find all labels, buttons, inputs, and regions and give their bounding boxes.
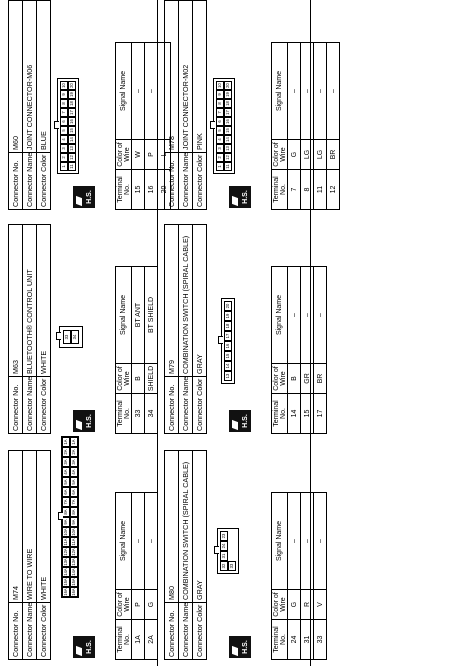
connector-color-value: GRAY [193, 225, 207, 377]
label-connector-color: Connector Color [193, 153, 207, 210]
connector-panel-m79 [164, 224, 327, 434]
connector-panel-m63 [8, 224, 158, 434]
connector-color-value: GRAY [193, 451, 207, 603]
signal-name-cell: BT ANT [132, 267, 145, 364]
label-connector-color: Connector Color [37, 377, 51, 434]
hs-label: H.S. [86, 640, 93, 654]
connector-pin: 11 [224, 162, 232, 171]
connector-panel-m74 [8, 439, 158, 660]
label-connector-color: Connector Color [37, 153, 51, 210]
label-connector-no: Connector No. [9, 603, 23, 660]
connector-pin: 20 [224, 301, 232, 311]
header-terminal-no: Terminal No. [116, 394, 132, 434]
connector-pin: 12 [68, 153, 76, 162]
connector-pin: 16 [68, 117, 76, 126]
connector-pin: 6A [62, 487, 70, 497]
connector-pin: 6 [216, 117, 224, 126]
header-signal-name: Signal Name [272, 493, 288, 590]
connector-face-diagram [57, 78, 79, 174]
connector-pin: 2 [60, 153, 68, 162]
connector-pin: 12A [71, 548, 76, 556]
label-connector-color: Connector Color [193, 603, 207, 660]
wire-color-cell: GR [301, 364, 314, 394]
header-terminal-no: Terminal No. [116, 170, 132, 210]
hs-icon [73, 636, 95, 658]
header-terminal-no: Terminal No. [116, 620, 132, 660]
label-connector-name: Connector Name [23, 603, 37, 660]
header-signal-name: Signal Name [272, 267, 288, 364]
connector-pin-row [60, 81, 68, 171]
terminal-table [115, 492, 158, 660]
connector-pin: 18 [224, 99, 232, 108]
connector-no-value: M80 [165, 451, 179, 603]
connector-pin: 10 [60, 81, 68, 90]
signal-name-cell: – [288, 43, 301, 140]
connector-pin: 13 [224, 144, 232, 153]
connector-pin: 10A [63, 528, 68, 536]
terminal-row [145, 43, 158, 210]
terminal-row [132, 267, 145, 434]
connector-lock-tab [54, 121, 59, 129]
connector-pin: 2A [70, 447, 78, 457]
connector-pin: 7A [62, 497, 70, 507]
wire-color-cell: G [145, 590, 158, 620]
wire-color-cell: B [132, 364, 145, 394]
signal-name-cell: – [288, 267, 301, 364]
connector-pin: 15 [224, 351, 232, 361]
connector-name-value: WIRE TO WIRE [23, 451, 37, 603]
connector-lock-tab [218, 336, 223, 344]
connector-pin: 13A [63, 558, 68, 566]
wire-color-cell: G [288, 590, 301, 620]
header-color-of-wire: Color of Wire [272, 364, 288, 394]
connector-pin: 19 [224, 311, 232, 321]
wire-color-cell: BR [314, 364, 327, 394]
header-signal-name: Signal Name [116, 267, 132, 364]
connector-pin: 8 [60, 99, 68, 108]
connector-pin-row [68, 81, 76, 171]
hs-icon [73, 186, 95, 208]
connector-pin: 7 [216, 108, 224, 117]
connector-no-value: M63 [9, 225, 23, 377]
connector-pin: 34 [71, 330, 79, 344]
hs-label: H.S. [242, 414, 249, 428]
connector-pin-row [70, 437, 78, 597]
header-signal-name: Signal Name [116, 43, 132, 140]
terminal-row [132, 493, 145, 660]
connector-pin: 1 [60, 162, 68, 171]
connector-pin: 2 [216, 153, 224, 162]
connector-diagram-area [51, 0, 115, 210]
connector-pin: 9A [70, 517, 78, 527]
connector-panel-m80 [164, 450, 327, 660]
connector-pin: 7 [60, 108, 68, 117]
terminal-no-cell: 7 [288, 170, 301, 210]
connector-face-diagram [61, 436, 79, 598]
connector-name-value: BLUETOOTH® CONTROL UNIT [23, 225, 37, 377]
terminal-no-cell: 2A [145, 620, 158, 660]
connector-name-value: COMBINATION SWITCH (SPIRAL CABLE) [179, 451, 193, 603]
connector-diagram-area [207, 450, 271, 660]
connector-lock-tab [214, 546, 219, 554]
wire-color-cell: G [288, 140, 301, 170]
connector-pin: 18 [224, 321, 232, 331]
signal-name-cell: BT SHIELD [145, 267, 158, 364]
connector-pin: 3 [60, 144, 68, 153]
terminal-no-cell: 33 [314, 620, 327, 660]
connector-diagram-area [51, 439, 115, 660]
connector-pin: 14A [71, 568, 76, 576]
connector-pin: 3 [216, 144, 224, 153]
connector-pin: 6 [60, 117, 68, 126]
connector-diagram-area [207, 224, 271, 434]
connector-name-value: JOINT CONNECTOR-M06 [23, 1, 37, 153]
label-connector-no: Connector No. [165, 603, 179, 660]
connector-pin-row [216, 81, 224, 171]
connector-pin: 20 [224, 81, 232, 90]
wire-color-cell: L [158, 140, 171, 170]
connector-pin: 11 [68, 162, 76, 171]
terminal-row [314, 43, 327, 210]
connector-pin: 15A [71, 578, 76, 586]
terminal-row [301, 493, 314, 660]
connector-pin: 3A [70, 457, 78, 467]
connector-pin: 14 [224, 135, 232, 144]
connector-pin-row [224, 81, 232, 171]
connector-pin: 4A [70, 467, 78, 477]
connector-pin: 11A [71, 538, 76, 546]
connector-pin-row [228, 531, 236, 571]
terminal-no-cell: 34 [145, 394, 158, 434]
connector-lock-tab [56, 332, 61, 340]
connector-pin: 5A [62, 477, 70, 487]
signal-name-cell: – [301, 43, 314, 140]
terminal-no-cell: 14 [288, 394, 301, 434]
connector-pin: 1A [70, 437, 78, 447]
wire-color-cell: BR [327, 140, 340, 170]
wire-color-cell: B [288, 364, 301, 394]
wire-color-cell: LG [314, 140, 327, 170]
connector-lock-tab [58, 512, 63, 520]
connector-pin: 16 [224, 117, 232, 126]
connector-lock-tab [210, 121, 215, 129]
connector-pin: 9 [216, 90, 224, 99]
terminal-no-cell: 16 [145, 170, 158, 210]
connector-panel-m60 [8, 0, 171, 210]
wire-color-cell: P [132, 590, 145, 620]
label-connector-no: Connector No. [165, 153, 179, 210]
label-connector-no: Connector No. [165, 377, 179, 434]
signal-name-cell: – [314, 267, 327, 364]
header-color-of-wire: Color of Wire [272, 140, 288, 170]
terminal-table [115, 266, 158, 434]
connector-pin-row [63, 330, 71, 344]
signal-name-cell: – [145, 43, 158, 140]
terminal-table [271, 492, 327, 660]
label-connector-no: Connector No. [9, 377, 23, 434]
signal-name-cell: – [314, 493, 327, 590]
connector-pin: 12A [63, 548, 68, 556]
terminal-row [288, 493, 301, 660]
connector-pin: 23 [220, 531, 228, 541]
connector-pin: 5A [70, 477, 78, 487]
connector-info-table [164, 0, 207, 210]
hs-icon [229, 186, 251, 208]
hs-icon [229, 410, 251, 432]
header-terminal-no: Terminal No. [272, 170, 288, 210]
connector-pin: 20 [68, 81, 76, 90]
connector-pin: 16 [224, 341, 232, 351]
connector-pin: 14A [63, 568, 68, 576]
terminal-row [288, 43, 301, 210]
connector-pin: 9A [62, 517, 70, 527]
connector-pin: 16A [71, 588, 76, 596]
connector-info-table [164, 450, 207, 660]
connector-pin: 19 [68, 90, 76, 99]
connector-info-table [8, 0, 51, 210]
terminal-no-cell: 15 [301, 394, 314, 434]
connector-pin: 9 [60, 90, 68, 99]
connector-pin: 4 [60, 135, 68, 144]
connector-pin: 17 [224, 331, 232, 341]
connector-pin: 13 [68, 144, 76, 153]
wire-color-cell: R [301, 590, 314, 620]
connector-no-value: M78 [165, 1, 179, 153]
terminal-row [314, 493, 327, 660]
connector-pin: 5 [60, 126, 68, 135]
wire-color-cell: V [314, 590, 327, 620]
connector-pin: 1A [62, 437, 70, 447]
terminal-row [145, 267, 158, 434]
header-terminal-no: Terminal No. [272, 394, 288, 434]
connector-pin: 15 [224, 126, 232, 135]
connector-no-value: M74 [9, 451, 23, 603]
connector-pin: 17 [68, 108, 76, 117]
signal-name-cell: – [327, 43, 340, 140]
connector-pin: 7A [70, 497, 78, 507]
connector-no-value: M60 [9, 1, 23, 153]
connector-color-value: BLUE [37, 1, 51, 153]
hs-icon [73, 410, 95, 432]
connector-pin: 13 [224, 371, 232, 381]
terminal-table [271, 42, 340, 210]
terminal-no-cell: 33 [132, 394, 145, 434]
header-terminal-no: Terminal No. [272, 620, 288, 660]
label-connector-color: Connector Color [37, 603, 51, 660]
header-signal-name: Signal Name [272, 43, 288, 140]
connector-panel-m78 [164, 0, 340, 210]
connector-pin: 2A [62, 447, 70, 457]
terminal-row [288, 267, 301, 434]
connector-info-table [8, 450, 51, 660]
connector-name-value: JOINT CONNECTOR-M02 [179, 1, 193, 153]
hs-label: H.S. [242, 190, 249, 204]
connector-color-value: WHITE [37, 451, 51, 603]
connector-pin: 10 [216, 81, 224, 90]
connector-pin: 4 [216, 135, 224, 144]
connector-name-value: COMBINATION SWITCH (SPIRAL CABLE) [179, 225, 193, 377]
header-color-of-wire: Color of Wire [272, 590, 288, 620]
connector-pin: 12 [224, 153, 232, 162]
connector-pin: 10A [71, 528, 76, 536]
terminal-table [271, 266, 327, 434]
wire-color-cell: P [145, 140, 158, 170]
connector-pin: 17 [224, 108, 232, 117]
connector-pin: 16A [63, 588, 68, 596]
terminal-row [301, 43, 314, 210]
connector-pin-row [220, 531, 228, 571]
connector-no-value: M79 [165, 225, 179, 377]
connector-pin-row [62, 437, 70, 597]
connector-color-value: PINK [193, 1, 207, 153]
connector-pin: 13A [71, 558, 76, 566]
connector-pin: 11A [63, 538, 68, 546]
label-connector-color: Connector Color [193, 377, 207, 434]
label-connector-name: Connector Name [179, 153, 193, 210]
connector-face-diagram [217, 528, 239, 574]
signal-name-cell: – [301, 493, 314, 590]
signal-name-cell: – [288, 493, 301, 590]
connector-info-table [8, 224, 51, 434]
signal-name-cell: – [132, 493, 145, 590]
signal-name-cell: – [132, 43, 145, 140]
connector-pin: 32 [220, 561, 228, 571]
connector-pin: 33 [63, 330, 71, 344]
connector-pin: 19 [224, 90, 232, 99]
connector-face-diagram [59, 326, 83, 348]
connector-pin: 8A [62, 507, 70, 517]
connector-pin: 5 [216, 126, 224, 135]
signal-name-cell: – [145, 493, 158, 590]
terminal-no-cell: 15 [132, 170, 145, 210]
connector-diagram-area [51, 224, 115, 434]
terminal-no-cell: 8 [301, 170, 314, 210]
terminal-no-cell: 11 [314, 170, 327, 210]
signal-name-cell: – [158, 43, 171, 140]
terminal-no-cell: 12 [327, 170, 340, 210]
terminal-no-cell: 24 [288, 620, 301, 660]
terminal-table [115, 42, 171, 210]
label-connector-name: Connector Name [179, 377, 193, 434]
wire-color-cell: SHIELD [145, 364, 158, 394]
signal-name-cell: – [314, 43, 327, 140]
connector-face-diagram [213, 78, 235, 174]
connector-pin: 8 [216, 99, 224, 108]
header-color-of-wire: Color of Wire [116, 140, 132, 170]
terminal-no-cell: 1A [132, 620, 145, 660]
connector-pin: 1 [216, 162, 224, 171]
label-connector-name: Connector Name [179, 603, 193, 660]
connector-pin: 18 [68, 99, 76, 108]
connector-pin: 6A [70, 487, 78, 497]
connector-pin: 31 [220, 551, 228, 561]
header-signal-name: Signal Name [116, 493, 132, 590]
connector-color-value: WHITE [37, 225, 51, 377]
connector-info-table [164, 224, 207, 434]
connector-pin: 14 [224, 361, 232, 371]
wire-color-cell: W [132, 140, 145, 170]
connector-pin-row [224, 301, 232, 381]
hs-icon [229, 636, 251, 658]
wire-color-cell: LG [301, 140, 314, 170]
header-color-of-wire: Color of Wire [116, 364, 132, 394]
connector-pin: 33 [228, 561, 236, 571]
signal-name-cell: – [301, 267, 314, 364]
connector-pin: 8A [70, 507, 78, 517]
terminal-no-cell: 31 [301, 620, 314, 660]
connector-pin: 14 [68, 135, 76, 144]
connector-pin: 4A [62, 467, 70, 477]
label-connector-name: Connector Name [23, 153, 37, 210]
connector-pin: 3A [62, 457, 70, 467]
connector-pin-row [71, 330, 79, 344]
terminal-no-cell: 20 [158, 170, 171, 210]
connector-pin: 15A [63, 578, 68, 586]
terminal-no-cell: 17 [314, 394, 327, 434]
terminal-row [314, 267, 327, 434]
label-connector-no: Connector No. [9, 153, 23, 210]
label-connector-name: Connector Name [23, 377, 37, 434]
connector-diagram-area [207, 0, 271, 210]
hs-label: H.S. [86, 414, 93, 428]
terminal-row [145, 493, 158, 660]
hs-label: H.S. [242, 640, 249, 654]
connector-pin: 15 [68, 126, 76, 135]
terminal-row [327, 43, 340, 210]
header-color-of-wire: Color of Wire [116, 590, 132, 620]
connector-face-diagram [221, 298, 235, 384]
hs-label: H.S. [86, 190, 93, 204]
terminal-row [301, 267, 314, 434]
terminal-row [132, 43, 145, 210]
connector-pin: 24 [220, 541, 228, 551]
